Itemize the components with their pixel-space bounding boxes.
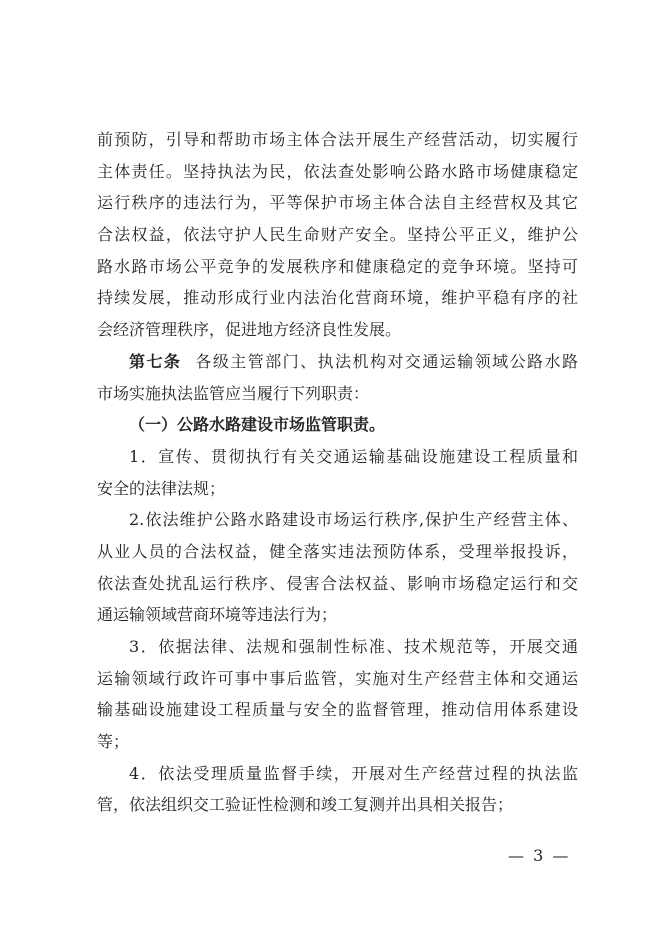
text-line: [97, 219, 578, 251]
line-text: 输基础设施建设工程质量与安全的监督管理，推动信用体系建设: [97, 700, 578, 720]
document-body: [97, 124, 578, 821]
text-line: [97, 156, 578, 188]
line-text: 3．依据法律、法规和强制性标准、技术规范等，开展交通: [129, 637, 578, 656]
line-text: 持续发展，推动形成行业内法治化营商环境，维护平稳有序的社: [97, 288, 578, 308]
text-line: [97, 789, 578, 821]
line-text: 管，依法组织交工验证性检测和竣工复测并出具相关报告；: [97, 795, 514, 815]
text-line: [97, 599, 578, 631]
line-text: 前预防，引导和帮助市场主体合法开展生产经营活动，切实履行: [97, 130, 578, 149]
text-line: [97, 663, 578, 695]
line-text: 4．依法受理质量监督手续，开展对生产经营过程的执法监: [129, 763, 578, 783]
text-line: [97, 314, 578, 346]
text-line: [97, 187, 578, 219]
text-line: [97, 694, 578, 726]
text-line: [97, 504, 578, 536]
line-text: 运行秩序的违法行为，平等保护市场主体合法自主经营权及其它: [97, 193, 578, 213]
line-text: 合法权益，依法守护人民生命财产安全。坚持公平正义，维护公: [97, 225, 578, 245]
line-text: 依法查处扰乱运行秩序、侵害合法权益、影响市场稳定运行和交: [97, 573, 578, 593]
text-line: [97, 441, 578, 473]
line-text: 会经济管理秩序，促进地方经济良性发展。: [97, 320, 402, 340]
text-line: [97, 631, 578, 663]
line-text: 主体责任。坚持执法为民，依法查处影响公路水路市场健康稳定: [97, 161, 578, 181]
text-line: [97, 346, 578, 378]
text-line: [97, 251, 578, 283]
text-line: [97, 124, 578, 156]
line-text: 1．宣传、贯彻执行有关交通运输基础设施建设工程质量和: [129, 446, 578, 466]
text-line: [97, 378, 578, 410]
section-heading: [97, 409, 578, 441]
line-text: 运输领域行政许可事中事后监管，实施对生产经营主体和交通运: [97, 668, 578, 688]
text-line: [97, 282, 578, 314]
article-number: 第七条: [129, 351, 182, 371]
line-text: 市场实施执法监管应当履行下列职责：: [97, 383, 370, 403]
text-line: [97, 568, 578, 600]
text-line: [97, 536, 578, 568]
line-text: 安全的法律法规；: [97, 478, 226, 498]
line-text: 路水路市场公平竞争的发展秩序和健康稳定的竞争环境。坚持可: [97, 256, 578, 276]
text-line: [97, 473, 578, 505]
line-text: （一）公路水路建设市场监管职责。: [129, 415, 386, 435]
line-text: 从业人员的合法权益，健全落实违法预防体系，受理举报投诉，: [97, 541, 578, 561]
page-number: — 3 —: [508, 846, 571, 865]
line-text: 等；: [97, 732, 130, 752]
text-line: [97, 726, 578, 758]
line-text: 2.依法维护公路水路建设市场运行秩序,保护生产经营主体、: [129, 510, 578, 530]
line-text: 各级主管部门、执法机构对交通运输领域公路水路: [195, 351, 578, 371]
line-text: 通运输领域营商环境等违法行为；: [97, 605, 338, 625]
text-line: [97, 758, 578, 790]
